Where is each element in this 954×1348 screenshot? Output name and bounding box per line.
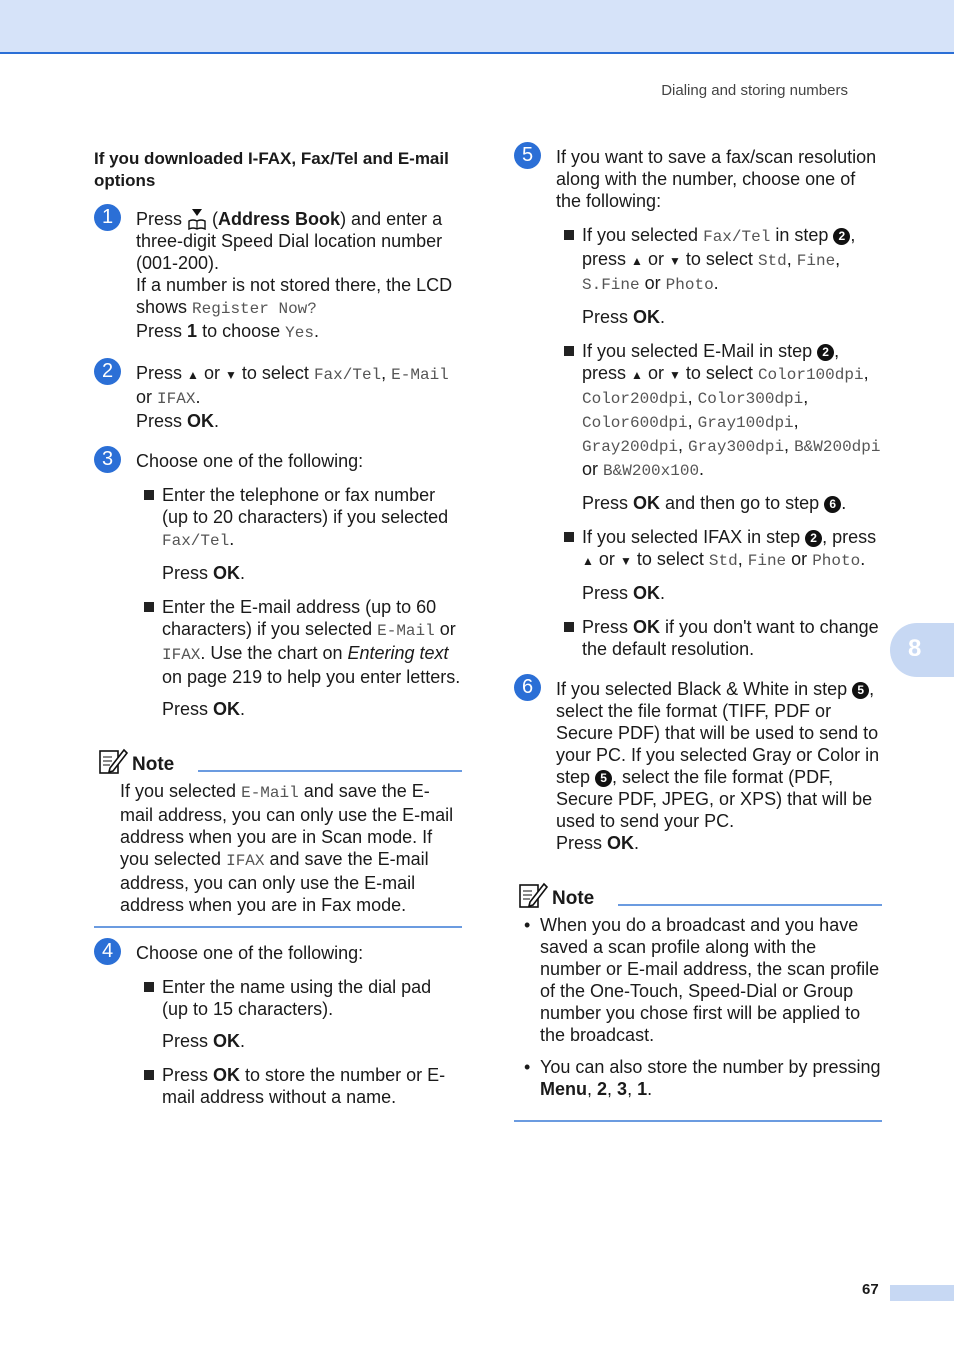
step-ref-badge: 2 [817,344,834,361]
down-arrow-icon: ▼ [619,554,632,568]
note-bullet: • You can also store the number by pressing Menu, 2, 3, 1. [524,1057,881,1099]
step-6 [514,678,882,854]
step-5-option-default: Press OK if you don't want to change the default resolution. [556,616,882,660]
step-number: 5 [514,142,541,169]
up-arrow-icon: ▲ [582,554,594,568]
note-label: Note [552,888,595,909]
step-6-text: If you selected Black & White in step 5 , select the file format (TIFF, PDF or Secure PDF) that will be used to send to your PC. If you selected Gray or Color in step 5 , select the file format (PDF, Secure PDF, JPEG, or XPS) that will be used to send your PC. Press OK. [556,679,880,853]
step-5-option-ifax: If you selected IFAX in step 2 , press ▲ or ▼ to select Std, Fine or Photo. Press OK. [556,526,882,604]
step-number: 3 [94,446,121,473]
step-3-option-2: Enter the E-mail address (up to 60 characters) if you selected E-Mail or IFAX. Use the chart on Entering text on page 219 to help you enter letters. Press OK. [136,596,462,720]
bullet-dot-icon: • [524,915,531,935]
up-arrow-icon: ▲ [187,368,199,382]
step-3 [94,450,462,720]
note-box [514,872,882,1122]
step-4-intro: Choose one of the following: [136,943,364,963]
lcd-text: Register Now? [192,300,317,318]
step-5-intro: If you want to save a fax/scan resolution along with the number, choose one of the following: [556,147,877,211]
chapter-number: 8 [908,635,922,662]
note-label: Note [132,754,175,775]
square-bullet-icon [144,490,154,500]
up-arrow-icon: ▲ [631,254,643,268]
square-bullet-icon [564,230,574,240]
down-arrow-icon: ▼ [224,368,237,382]
step-ref-badge: 5 [595,770,612,787]
square-bullet-icon [564,346,574,356]
page-number-bar [890,1285,954,1301]
note-rule [618,904,882,906]
note-bullet: • When you do a broadcast and you have saved a scan profile along with the number or E-mail address, the scan profile of the One-Touch, Speed-Dial or Group number you chose first will be applied to the broadcast. [524,915,880,1045]
note-header [518,876,882,910]
square-bullet-icon [144,1070,154,1080]
step-1-text: Press (Address Book) and enter a three-digit Speed Dial location number (001-200). If a number is not stored there, the LCD shows Register Now? Press 1 to choose Yes. [136,209,453,342]
square-bullet-icon [564,622,574,632]
chapter-tab [890,623,954,677]
square-bullet-icon [564,532,574,542]
step-3-intro: Choose one of the following: [136,451,364,471]
address-book-icon [187,208,207,230]
step-number: 1 [94,204,121,231]
note-header [98,742,462,776]
square-bullet-icon [144,982,154,992]
step-2 [94,362,462,432]
bullet-dot-icon: • [524,1057,531,1077]
note-rule [198,770,462,772]
left-column [94,148,462,1126]
note-text: If you selected E-Mail and save the E-mail address, you can only use the E-mail address when you are in Scan mode. If you selected IFAX and save the E-mail address, you can only use the E-mail address when you are in Fax mode. [120,781,454,915]
down-arrow-icon: ▼ [668,254,681,268]
cross-reference: Entering text [347,643,449,663]
step-5-option-email: If you selected E-Mail in step 2 , press ▲ or ▼ to select Color100dpi, Color200dpi, Color300dpi, Color600dpi, Gray100dpi, Gray200dpi, Gray300dpi, B&W200dpi or B&W200x100. Press OK and then go to step 6 . [556,340,882,514]
note-box [94,738,462,928]
step-ref-badge: 2 [833,228,850,245]
step-ref-badge: 2 [805,530,822,547]
step-4 [94,942,462,1108]
down-arrow-icon: ▼ [668,368,681,382]
step-number: 6 [514,674,541,701]
step-4-option-2: Press OK to store the number or E-mail address without a name. [136,1064,462,1108]
step-5-option-fax-tel: If you selected Fax/Tel in step 2 , press ▲ or ▼ to select Std, Fine, S.Fine or Photo. Press OK. [556,224,882,328]
section-title: If you downloaded I-FAX, Fax/Tel and E-mail options [94,149,449,190]
step-ref-badge: 6 [824,496,841,513]
step-1 [94,208,462,344]
note-pencil-icon [518,880,548,910]
page-number: 67 [862,1281,879,1298]
step-number: 2 [94,358,121,385]
note-bullets [524,914,882,1100]
square-bullet-icon [144,602,154,612]
note-pencil-icon [98,746,128,776]
step-5 [514,146,882,660]
step-2-text: Press ▲ or ▼ to select Fax/Tel, E-Mail or IFAX. Press OK. [136,363,449,431]
step-ref-badge: 5 [852,682,869,699]
running-title: Dialing and storing numbers [661,82,848,99]
top-header-bar [0,0,954,54]
step-3-option-1: Enter the telephone or fax number (up to 20 characters) if you selected Fax/Tel. Press OK. [136,484,462,584]
right-column [514,146,882,1136]
step-4-option-1: Enter the name using the dial pad (up to 15 characters). Press OK. [136,976,462,1052]
step-number: 4 [94,938,121,965]
up-arrow-icon: ▲ [631,368,643,382]
